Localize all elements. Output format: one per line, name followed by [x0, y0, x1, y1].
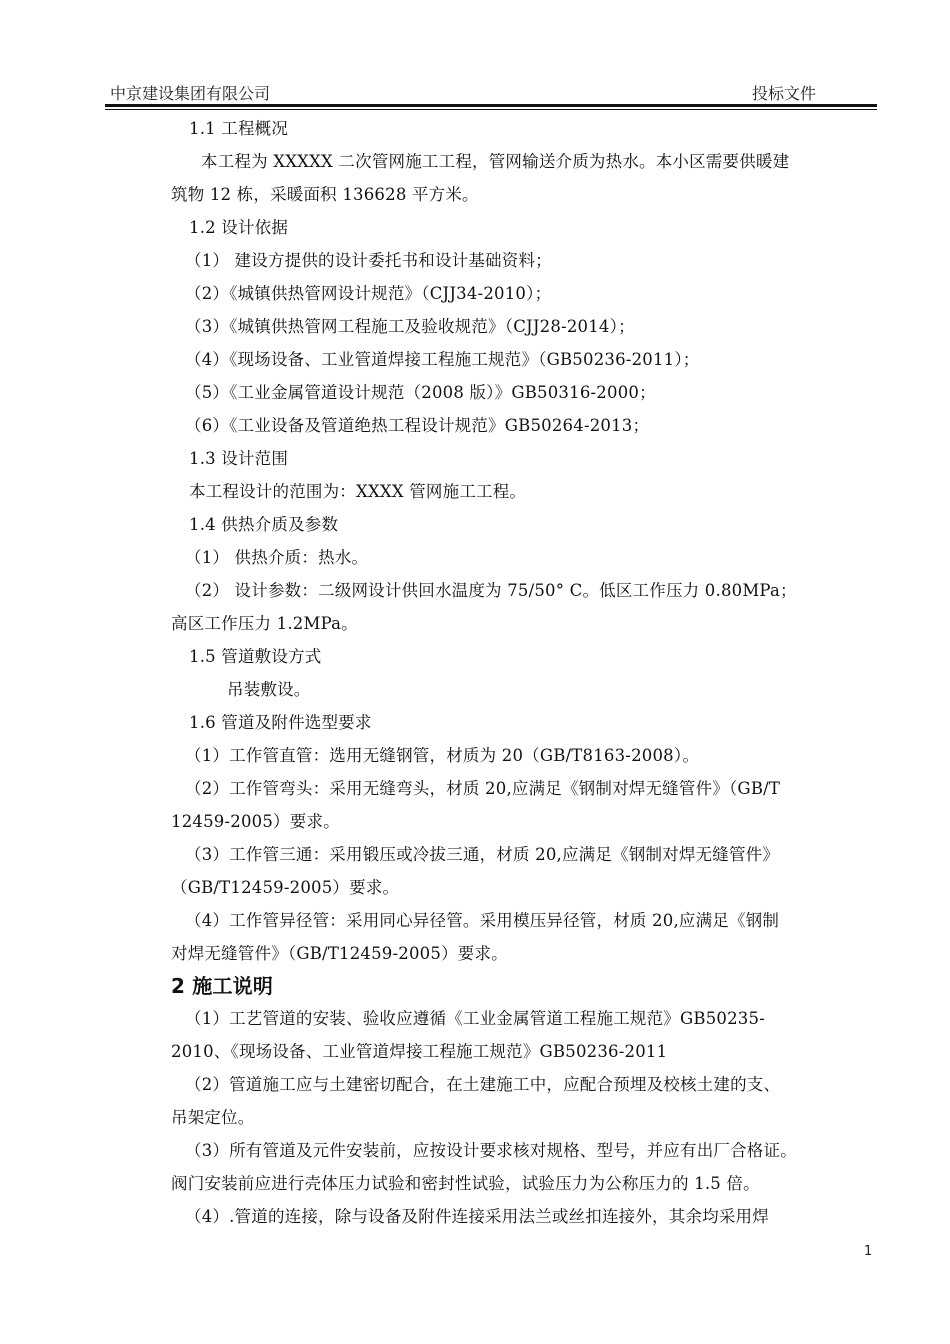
page-number: 1	[864, 1244, 873, 1259]
heading-1-2: 1.2 设计依据	[189, 218, 289, 237]
reference-item-4: （4）《现场设备、工业管道焊接工程施工规范》（GB50236-2011）；	[185, 350, 700, 369]
paragraph-reducer-line2: 对焊无缝管件》（GB/T12459-2005）要求。	[171, 944, 508, 963]
paragraph-parameters-line2: 高区工作压力 1.2MPa。	[171, 614, 358, 633]
heading-section-2: 2 施工说明	[171, 974, 274, 998]
paragraph-construction-2-line2: 吊架定位。	[171, 1108, 255, 1127]
reference-item-2: （2）《城镇供热管网设计规范》（CJJ34-2010）；	[185, 284, 552, 303]
paragraph-elbow-line1: （2）工作管弯头：采用无缝弯头，材质 20,应满足《钢制对焊无缝管件》（GB/T	[185, 779, 781, 798]
paragraph-elbow-line2: 12459-2005）要求。	[171, 812, 340, 831]
paragraph-overview-line2: 筑物 12 栋，采暖面积 136628 平方米。	[171, 185, 479, 204]
header-rule-thick	[105, 104, 877, 107]
heading-1-1: 1.1 工程概况	[189, 119, 289, 138]
heading-1-6: 1.6 管道及附件选型要求	[189, 713, 372, 732]
paragraph-medium: （1） 供热介质：热水。	[185, 548, 369, 567]
paragraph-reducer-line1: （4）工作管异径管：采用同心异径管。采用模压异径管，材质 20,应满足《钢制	[185, 911, 780, 930]
reference-item-6: （6）《工业设备及管道绝热工程设计规范》GB50264-2013；	[185, 416, 650, 435]
paragraph-parameters-line1: （2） 设计参数：二级网设计供回水温度为 75/50° C。低区工作压力 0.80MPa；	[185, 581, 797, 600]
paragraph-construction-3-line1: （3）所有管道及元件安装前，应按设计要求核对规格、型号，并应有出厂合格证。	[185, 1141, 797, 1160]
heading-1-3: 1.3 设计范围	[189, 449, 289, 468]
header-rule-thin	[105, 109, 877, 110]
reference-item-1: （1） 建设方提供的设计委托书和设计基础资料；	[185, 251, 552, 270]
paragraph-construction-1-line1: （1）工艺管道的安装、验收应遵循《工业金属管道工程施工规范》GB50235-	[185, 1009, 765, 1028]
paragraph-tee-line1: （3）工作管三通：采用锻压或冷拔三通，材质 20,应满足《钢制对焊无缝管件》	[185, 845, 780, 864]
paragraph-straight-pipe: （1）工作管直管：选用无缝钢管，材质为 20（GB/T8163-2008）。	[185, 746, 700, 765]
reference-item-3: （3）《城镇供热管网工程施工及验收规范》（CJJ28-2014）；	[185, 317, 635, 336]
paragraph-laying: 吊装敷设。	[227, 680, 311, 699]
document-body	[171, 112, 873, 1233]
header-document-type: 投标文件	[752, 84, 817, 103]
header-company: 中京建设集团有限公司	[110, 84, 271, 103]
heading-1-4: 1.4 供热介质及参数	[189, 515, 339, 534]
heading-1-5: 1.5 管道敷设方式	[189, 647, 322, 666]
paragraph-construction-4-line1: （4）.管道的连接，除与设备及附件连接采用法兰或丝扣连接外，其余均采用焊	[185, 1207, 769, 1226]
paragraph-construction-1-line2: 2010、《现场设备、工业管道焊接工程施工规范》GB50236-2011	[171, 1042, 668, 1061]
paragraph-tee-line2: （GB/T12459-2005）要求。	[171, 878, 400, 897]
paragraph-overview-line1: 本工程为 XXXXX 二次管网施工工程，管网输送介质为热水。本小区需要供暖建	[201, 152, 790, 171]
paragraph-scope: 本工程设计的范围为：XXXX 管网施工工程。	[189, 482, 527, 501]
paragraph-construction-3-line2: 阀门安装前应进行壳体压力试验和密封性试验，试验压力为公称压力的 1.5 倍。	[171, 1174, 760, 1193]
reference-item-5: （5）《工业金属管道设计规范（2008 版）》GB50316-2000；	[185, 383, 656, 402]
paragraph-construction-2-line1: （2）管道施工应与土建密切配合，在土建施工中，应配合预埋及校核土建的支、	[185, 1075, 781, 1094]
